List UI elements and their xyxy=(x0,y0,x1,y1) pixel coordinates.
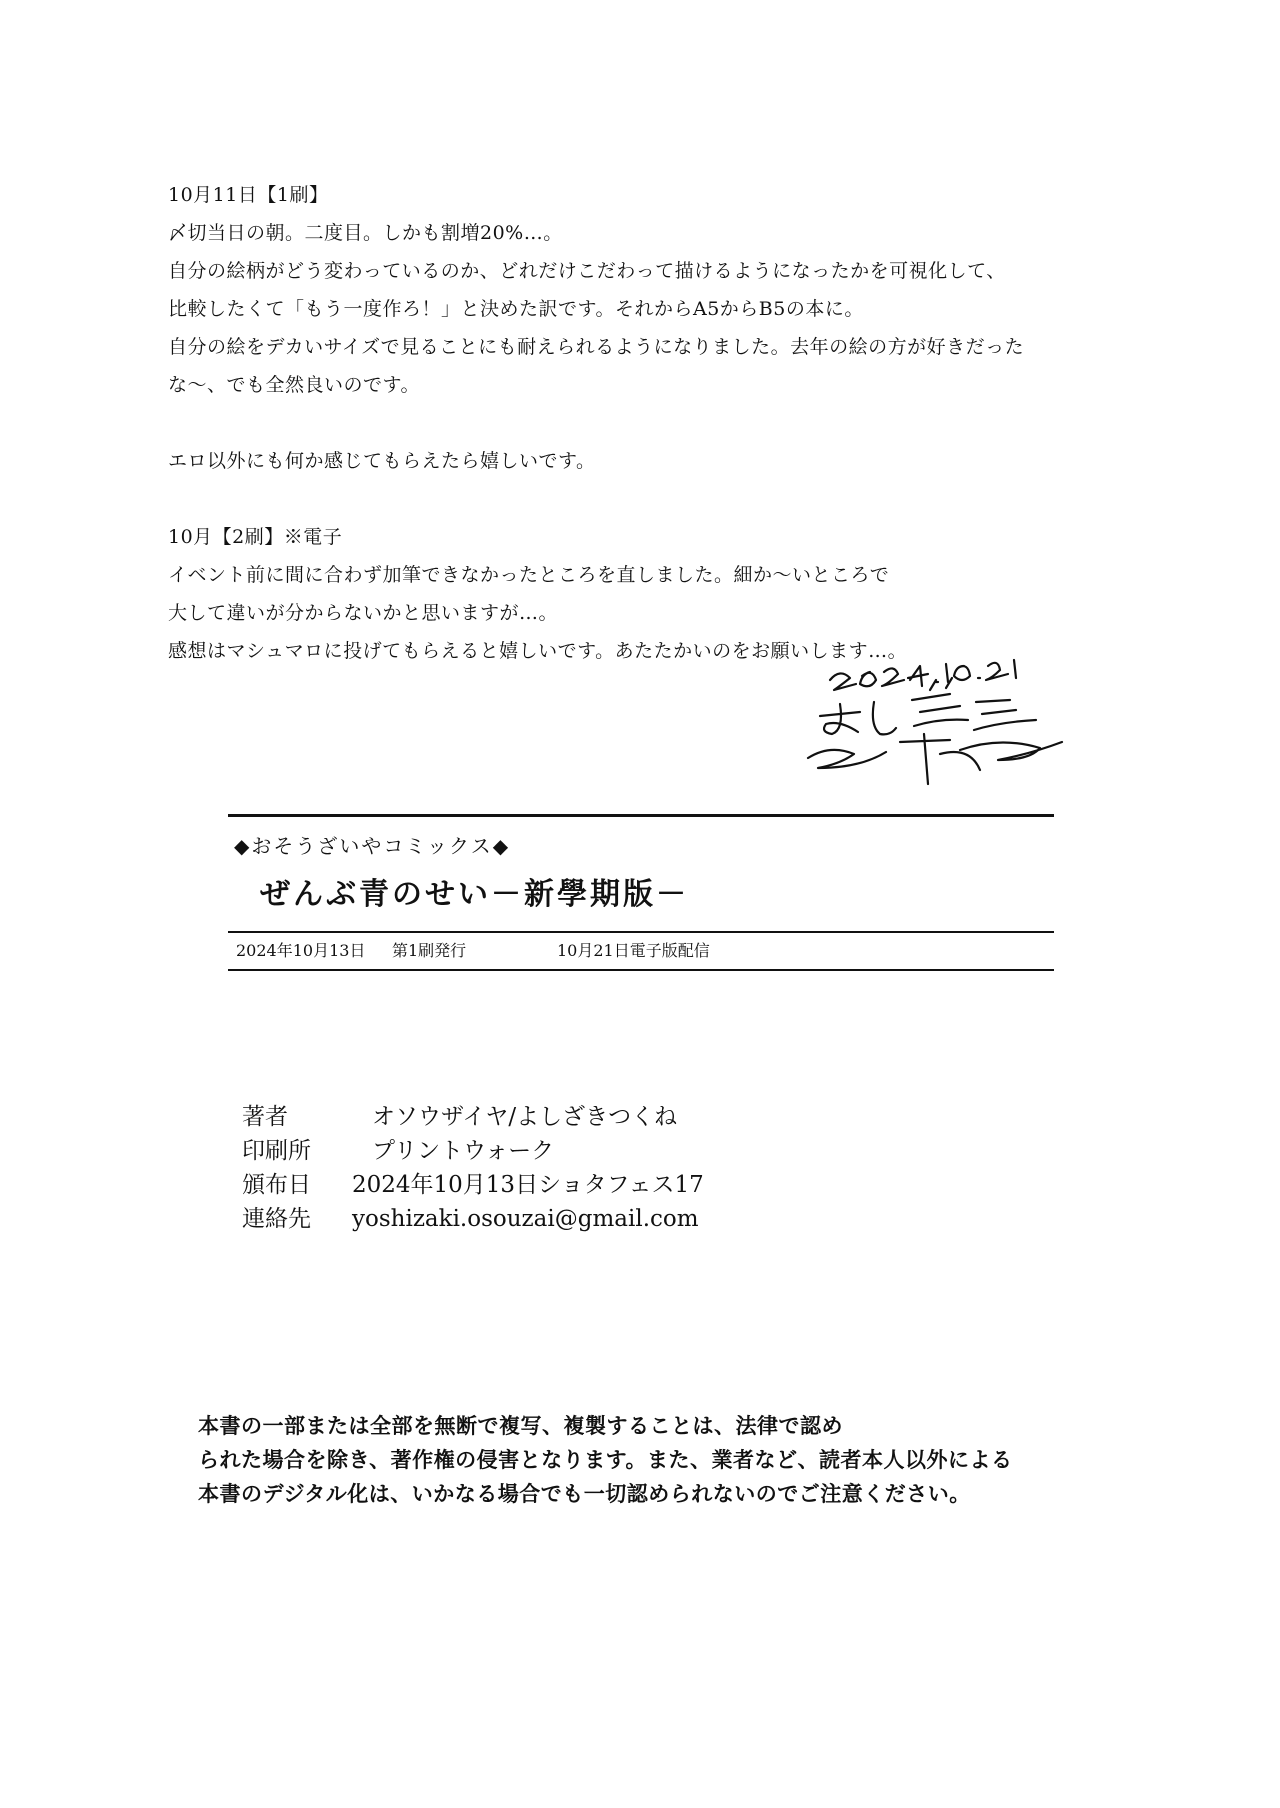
legal-line: られた場合を除き、著作権の侵害となります。また、業者など、読者本人以外による xyxy=(198,1448,1013,1472)
publish-date: 2024年10月13日 xyxy=(236,941,366,960)
series-name: ◆おそうざいやコミックス◆ xyxy=(234,834,511,858)
credits xyxy=(242,1100,704,1236)
note-line: な〜、でも全然良いのです。 xyxy=(168,374,420,396)
colophon-top-rule xyxy=(228,814,1054,817)
note-line: 10月11日【1刷】 xyxy=(168,184,329,206)
note-line: 感想はマシュマロに投げてもらえると嬉しいです。あたたかいのをお願いします…。 xyxy=(168,640,908,662)
credit-label: 印刷所 xyxy=(242,1138,311,1164)
note-line: 比較したくて「もう一度作ろ！」と決めた訳です。それからA5からB5の本に。 xyxy=(168,298,864,320)
signature-drawing xyxy=(800,650,1080,790)
credit-value: オソウザイヤ/よしざきつくね xyxy=(372,1104,678,1130)
note-line: 自分の絵柄がどう変わっているのか、どれだけこだわって描けるようになったかを可視化して、 xyxy=(168,260,1006,282)
colophon xyxy=(228,814,1054,971)
publication-info xyxy=(228,933,1054,969)
credit-value: 2024年10月13日ショタフェス17 xyxy=(352,1172,704,1198)
copyright-notice xyxy=(198,1409,1012,1511)
credit-value: プリントウォーク xyxy=(372,1138,555,1164)
ebook-release: 10月21日電子版配信 xyxy=(557,941,710,960)
note-line: 〆切当日の朝。二度目。しかも割増20%…。 xyxy=(168,222,563,244)
credit-label: 著者 xyxy=(242,1104,288,1130)
note-line: イベント前に間に合わず加筆できなかったところを直しました。細か〜いところで xyxy=(168,564,890,586)
legal-line: 本書のデジタル化は、いかなる場合でも一切認められないのでご注意ください。 xyxy=(198,1482,971,1506)
book-title: ぜんぶ青のせい－新學期版－ xyxy=(260,877,689,912)
handwritten-signature xyxy=(800,650,1080,790)
note-spacer xyxy=(168,404,1128,442)
credit-label: 連絡先 xyxy=(242,1206,311,1232)
afterword-notes xyxy=(168,176,1128,670)
credit-printer xyxy=(242,1134,704,1168)
note-line: 大して違いが分からないかと思いますが…。 xyxy=(168,602,559,624)
note-line: 10月【2刷】※電子 xyxy=(168,526,343,548)
credit-contact xyxy=(242,1202,704,1236)
note-line: 自分の絵をデカいサイズで見ることにも耐えられるようになりました。去年の絵の方が好きだった xyxy=(168,336,1025,358)
legal-line: 本書の一部または全部を無断で複写、複製することは、法律で認め xyxy=(198,1414,843,1438)
colophon-bottom-rule xyxy=(228,969,1054,971)
credit-distribution xyxy=(242,1168,704,1202)
note-spacer xyxy=(168,480,1128,518)
contact-email: yoshizaki.osouzai@gmail.com xyxy=(352,1206,699,1232)
first-print-label: 第1刷発行 xyxy=(392,941,467,960)
credit-author xyxy=(242,1100,704,1134)
credit-label: 頒布日 xyxy=(242,1172,311,1198)
note-line: エロ以外にも何か感じてもらえたら嬉しいです。 xyxy=(168,450,596,472)
